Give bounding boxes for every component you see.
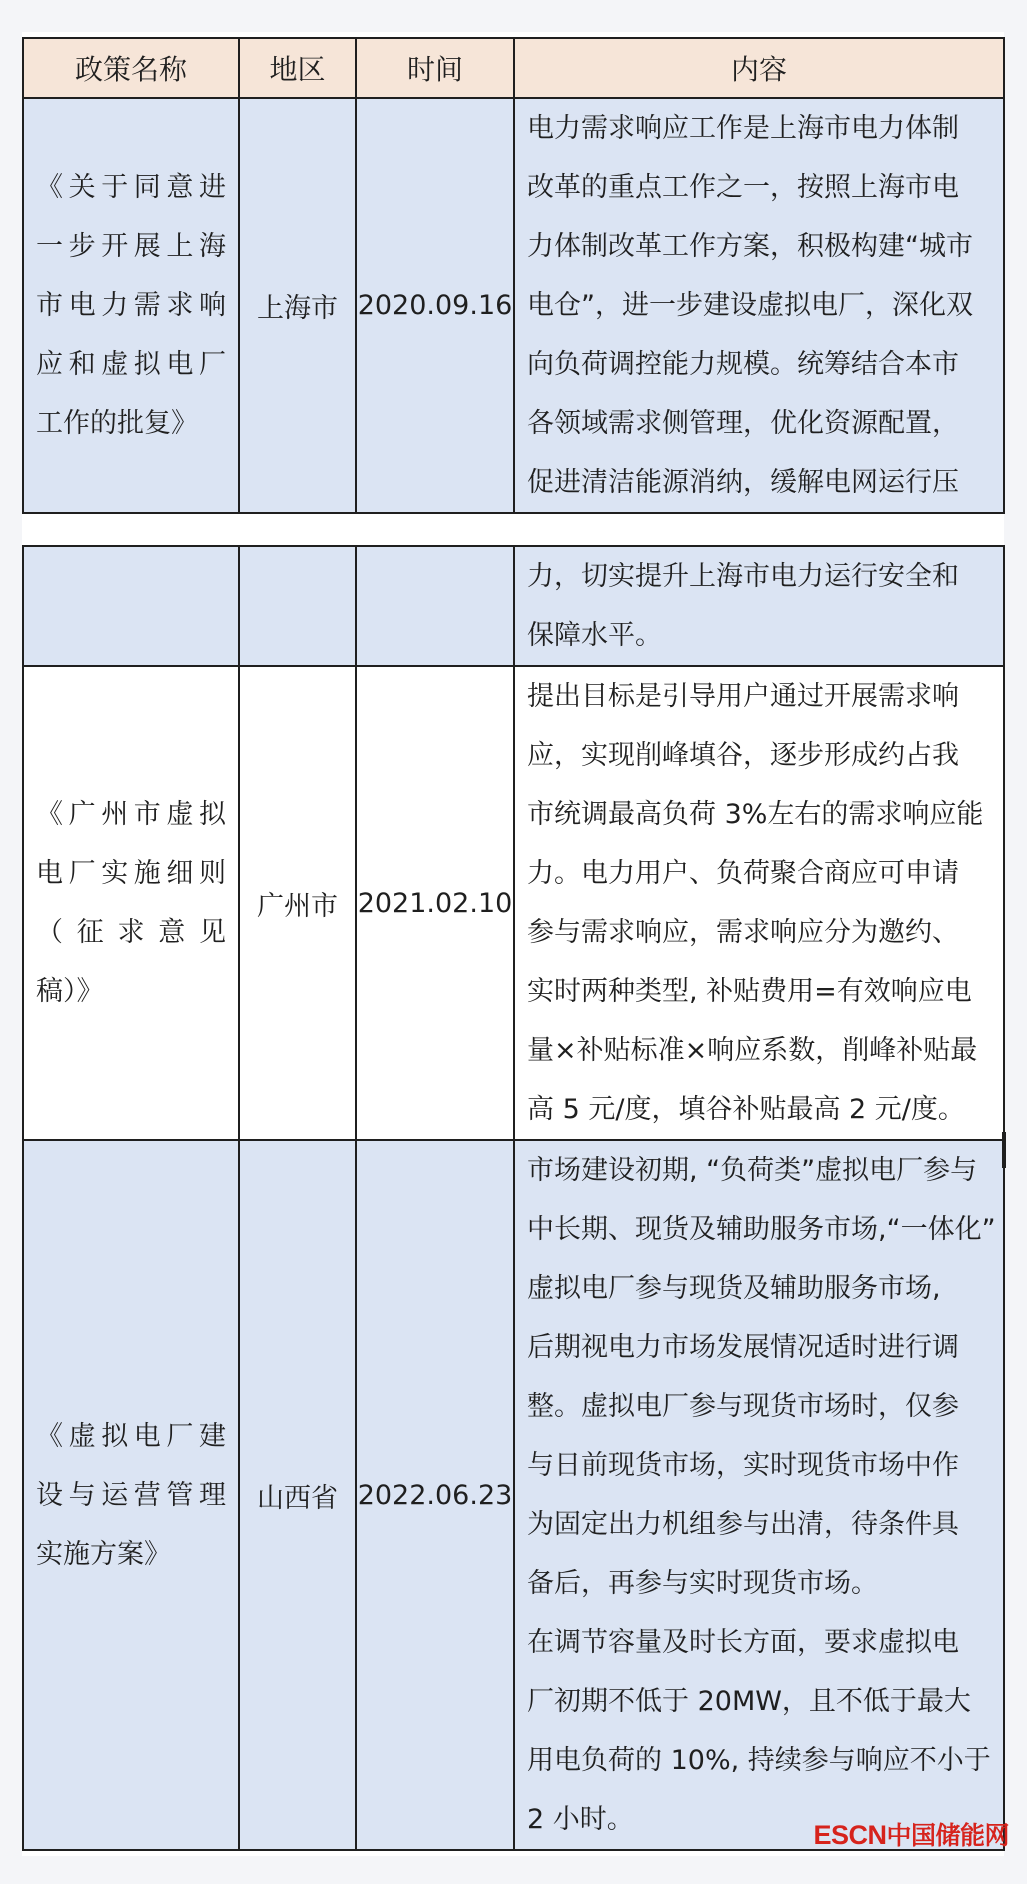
policy-name-line: 《关于同意进	[36, 172, 226, 203]
content-line: 力。电力用户、负荷聚合商应可申请	[527, 858, 959, 889]
escn-logo	[813, 1816, 1009, 1852]
content-line: 力体制改革工作方案，积极构建“城市	[527, 231, 973, 262]
header-content: 内容	[514, 38, 1004, 98]
content-line: 力，切实提升上海市电力运行安全和	[527, 561, 959, 592]
content-line: 中长期、现货及辅助服务市场,“一体化”	[527, 1214, 996, 1245]
content-line: 应，实现削峰填谷，逐步形成约占我	[527, 740, 959, 771]
policy-name-line: 应和虚拟电厂	[36, 349, 226, 380]
content-cell	[514, 666, 1004, 1140]
content-line: 促进清洁能源消纳，缓解电网运行压	[527, 467, 959, 498]
content-line: 高 5 元/度，填谷补贴最高 2 元/度。	[527, 1094, 965, 1125]
content-line: 提出目标是引导用户通过开展需求响	[527, 681, 959, 712]
table-row	[23, 98, 1004, 513]
content-line: 改革的重点工作之一，按照上海市电	[527, 172, 959, 203]
table-row	[23, 666, 1004, 1140]
content-line: 整。虚拟电厂参与现货市场时，仅参	[527, 1391, 959, 1422]
content-line: 与日前现货市场，实时现货市场中作	[527, 1450, 959, 1481]
content-cell	[514, 98, 1004, 513]
text-cursor-mark	[1002, 1132, 1006, 1168]
empty-cell	[239, 546, 356, 666]
content-line: 虚拟电厂参与现货及辅助服务市场,	[527, 1273, 941, 1304]
policy-name-line: 《虚拟电厂建	[36, 1420, 226, 1452]
table-row-continuation	[23, 546, 1004, 666]
content-line: 后期视电力市场发展情况适时进行调	[527, 1332, 959, 1363]
policy-name-cell	[23, 1140, 239, 1850]
content-line: 厂初期不低于 20MW，且不低于最大	[527, 1686, 971, 1717]
region-cell: 广州市	[239, 666, 356, 1140]
policy-table-part1	[22, 37, 1005, 514]
content-line: 2 小时。	[527, 1804, 634, 1835]
content-line: 电力需求响应工作是上海市电力体制	[527, 113, 959, 144]
content-line: 用电负荷的 10%, 持续参与响应不小于	[527, 1745, 991, 1776]
region-cell: 山西省	[239, 1140, 356, 1850]
policy-name-line: 《广州市虚拟	[36, 799, 226, 830]
policy-name-cell	[23, 666, 239, 1140]
policy-table-part2	[22, 545, 1005, 1851]
document-page	[22, 32, 1004, 1856]
logo-en: ESCN	[813, 1820, 887, 1850]
content-line: 向负荷调控能力规模。统筹结合本市	[527, 349, 959, 380]
content-line: 各领域需求侧管理，优化资源配置，	[527, 408, 959, 439]
content-line: 备后，再参与实时现货市场。	[527, 1568, 878, 1599]
table-row	[23, 1140, 1004, 1850]
date-cell: 2020.09.16	[356, 98, 514, 513]
content-line: 市场建设初期, “负荷类”虚拟电厂参与	[527, 1155, 978, 1186]
date-cell: 2022.06.23	[356, 1140, 514, 1850]
header-date: 时间	[356, 38, 514, 98]
policy-name-line: 设与运营管理	[36, 1479, 226, 1511]
policy-name-line: 电厂实施细则	[36, 858, 226, 889]
policy-name-line: （征求意见	[36, 917, 226, 948]
empty-cell	[23, 546, 239, 666]
policy-name-cell	[23, 98, 239, 513]
policy-name-line: 市电力需求响	[36, 290, 226, 321]
header-region: 地区	[239, 38, 356, 98]
policy-name-line: 实施方案》	[36, 1538, 171, 1570]
date-cell: 2021.02.10	[356, 666, 514, 1140]
header-policy-name: 政策名称	[23, 38, 239, 98]
table-header-row	[23, 38, 1004, 98]
content-line: 市统调最高负荷 3%左右的需求响应能	[527, 799, 984, 830]
empty-cell	[356, 546, 514, 666]
content-cell	[514, 546, 1004, 666]
content-line: 保障水平。	[527, 620, 662, 651]
policy-name-line: 一步开展上海	[36, 231, 226, 262]
content-line: 参与需求响应，需求响应分为邀约、	[527, 917, 959, 948]
policy-name-line: 工作的批复》	[36, 408, 198, 439]
content-line: 实时两种类型, 补贴费用=有效响应电	[527, 976, 972, 1007]
content-line: 为固定出力机组参与出清，待条件具	[527, 1509, 959, 1540]
content-line: 电仓”，进一步建设虚拟电厂，深化双	[527, 290, 973, 321]
content-line: 在调节容量及时长方面，要求虚拟电	[527, 1627, 959, 1658]
content-cell	[514, 1140, 1004, 1850]
logo-cn: 中国储能网	[886, 1821, 1009, 1850]
policy-name-line: 稿）》	[36, 976, 104, 1007]
content-line: 量×补贴标准×响应系数，削峰补贴最	[527, 1035, 978, 1066]
region-cell: 上海市	[239, 98, 356, 513]
